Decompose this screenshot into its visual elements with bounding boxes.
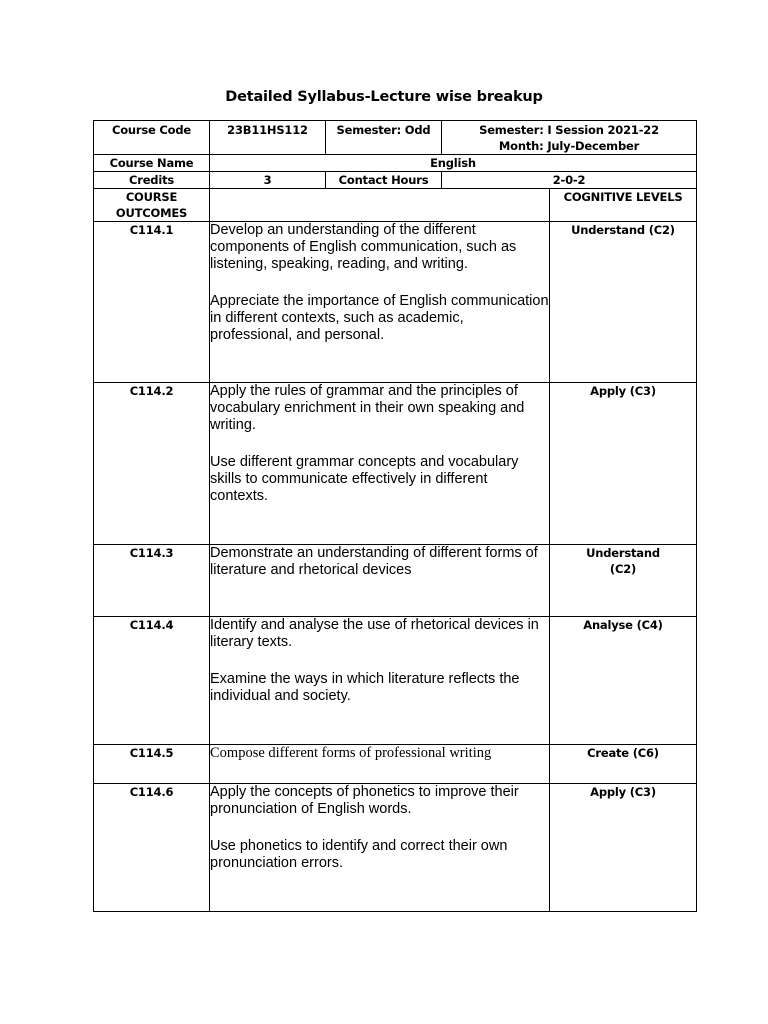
course-code-label: Course Code (94, 121, 210, 155)
cognitive-level-text: (C2) (609, 562, 637, 576)
cognitive-level-text: Apply (C3) (590, 785, 656, 799)
syllabus-table (93, 120, 697, 912)
outcome-row (94, 617, 697, 745)
outcome-code: C114.2 (94, 383, 210, 545)
outcome-paragraph: Compose different forms of professional writing (210, 745, 492, 761)
credits-label: Credits (94, 172, 210, 189)
course-name-label: Course Name (94, 155, 210, 172)
credits-value: 3 (210, 172, 326, 189)
cognitive-level-text: Create (C6) (587, 746, 659, 760)
outcome-paragraph: Examine the ways in which literature reflects the individual and society. (210, 671, 520, 704)
cognitive-level-text: Apply (C3) (590, 384, 656, 398)
session-line-2: Month: July-December (498, 139, 640, 153)
outcome-paragraph: Appreciate the importance of English communication in different contexts, such as academic, professional, and personal. (210, 293, 549, 343)
outcome-code: C114.4 (94, 617, 210, 745)
outcome-row (94, 784, 697, 912)
semester-label: Semester: Odd (326, 121, 442, 155)
course-outcomes-label (94, 189, 210, 222)
outcome-code: C114.5 (94, 745, 210, 784)
cognitive-level (550, 745, 697, 784)
outcome-code: C114.6 (94, 784, 210, 912)
course-name-value: English (210, 155, 697, 172)
cognitive-level (550, 617, 697, 745)
course-outcomes-label-line-1: COURSE (125, 190, 178, 204)
cognitive-level-text: Understand (586, 546, 660, 560)
outcome-description (210, 745, 550, 784)
cognitive-level (550, 545, 697, 617)
outcome-description (210, 617, 550, 745)
outcome-paragraph: Apply the rules of grammar and the principles of vocabulary enrichment in their own speaking and writing. (210, 383, 525, 433)
outcome-row (94, 545, 697, 617)
outcome-row (94, 383, 697, 545)
header-row-course-code (94, 121, 697, 155)
outcome-row (94, 222, 697, 383)
header-row-outcomes (94, 189, 697, 222)
outcome-description-header (210, 189, 550, 222)
outcome-description (210, 784, 550, 912)
session-line-1: Semester: I Session 2021-22 (479, 123, 659, 137)
outcome-paragraph: Use different grammar concepts and vocabulary skills to communicate effectively in different contexts. (210, 454, 519, 504)
outcome-description (210, 545, 550, 617)
header-row-credits (94, 172, 697, 189)
contact-hours-label: Contact Hours (326, 172, 442, 189)
cognitive-level-text: Understand (C2) (571, 223, 675, 237)
cognitive-level (550, 784, 697, 912)
cognitive-level-text: Analyse (C4) (583, 618, 663, 632)
outcome-paragraph: Apply the concepts of phonetics to improve their pronunciation of English words. (210, 784, 519, 817)
cognitive-levels-label: COGNITIVE LEVELS (550, 189, 697, 222)
outcome-paragraph: Use phonetics to identify and correct their own pronunciation errors. (210, 838, 508, 871)
outcome-row (94, 745, 697, 784)
cognitive-level (550, 383, 697, 545)
course-outcomes-label-line-2: OUTCOMES (115, 206, 188, 220)
outcome-paragraph: Develop an understanding of the different components of English communication, such as listening, speaking, reading, and writing. (210, 222, 517, 272)
page-title: Detailed Syllabus-Lecture wise breakup (225, 89, 543, 105)
session-cell (442, 121, 697, 155)
header-row-course-name (94, 155, 697, 172)
outcome-description (210, 383, 550, 545)
cognitive-level (550, 222, 697, 383)
outcome-paragraph: Identify and analyse the use of rhetorical devices in literary texts. (210, 617, 539, 650)
outcome-code: C114.3 (94, 545, 210, 617)
contact-hours-value: 2-0-2 (442, 172, 697, 189)
outcome-description (210, 222, 550, 383)
outcome-code: C114.1 (94, 222, 210, 383)
course-code-value: 23B11HS112 (210, 121, 326, 155)
outcome-paragraph: Demonstrate an understanding of different forms of literature and rhetorical devices (210, 545, 538, 578)
